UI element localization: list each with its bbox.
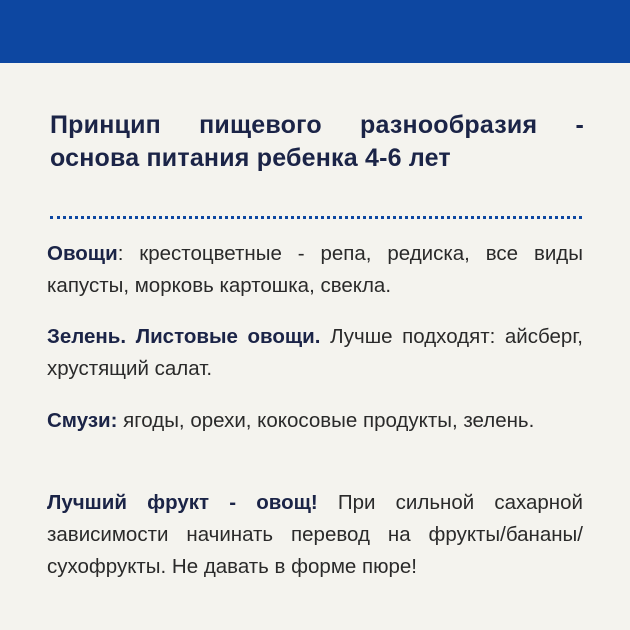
paragraph-vegetables	[47, 238, 583, 302]
paragraph-smoothies	[47, 405, 583, 437]
paragraph-smoothies-text: ягоды, орехи, кокосовые продукты, зелень.	[117, 409, 535, 432]
top-header-bar	[0, 0, 630, 63]
paragraph-vegetables-text: : крестоцветные - репа, редиска, все виды капусты, морковь картошка, свекла.	[47, 242, 583, 297]
paragraph-greens-text: Лучше подходят: айсберг, хрустящий салат.	[47, 325, 583, 380]
paragraph-greens-heading: Зелень. Листовые овощи.	[47, 325, 321, 348]
paragraph-greens	[47, 321, 583, 385]
page-title: Принцип пищевого разнообразия - основа питания ребенка 4-6 лет	[50, 111, 584, 172]
paragraph-vegetables-heading: Овощи	[47, 242, 118, 265]
paragraph-best-fruit-heading: Лучший фрукт - овощ!	[47, 491, 318, 514]
paragraph-best-fruit	[47, 487, 583, 583]
paragraph-best-fruit-text: При сильной сахарной зависимости начинать перевод на фрукты/бананы/сухофрукты. Не давать в форме пюре!	[47, 491, 583, 578]
dotted-divider	[50, 216, 582, 219]
paragraph-smoothies-heading: Смузи:	[47, 409, 118, 432]
